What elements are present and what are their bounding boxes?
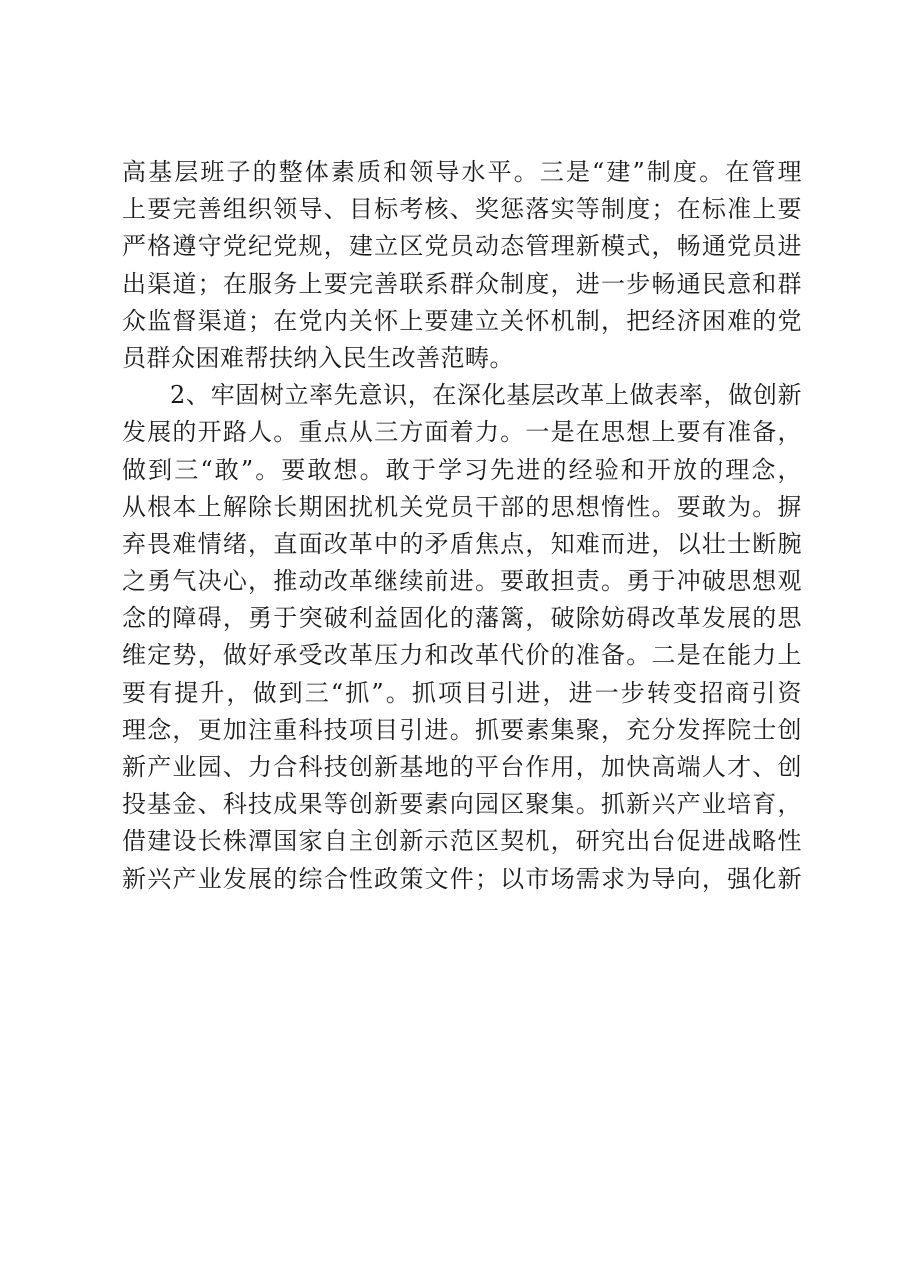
body-text — [122, 154, 802, 898]
text-line: 新兴产业发展的综合性政策文件；以市场需求为导向，强化新 — [122, 864, 802, 893]
text-line: 上要完善组织领导、目标考核、奖惩落实等制度；在标准上要 — [122, 195, 802, 224]
paragraph-start-line: 2、牢固树立率先意识，在深化基层改革上做表率，做创新 — [170, 381, 802, 410]
text-line: 员群众困难帮扶纳入民生改善范畴。 — [122, 343, 514, 372]
text-line: 理念，更加注重科技项目引进。抓要素集聚，充分发挥院士创 — [122, 715, 802, 744]
text-line: 做到三“敢”。要敢想。敢于学习先进的经验和开放的理念， — [122, 455, 802, 484]
text-line: 严格遵守党纪党规，建立区党员动态管理新模式，畅通党员进 — [122, 232, 802, 261]
text-line: 弃畏难情绪，直面改革中的矛盾焦点，知难而进，以壮士断腕 — [122, 529, 802, 558]
text-line: 借建设长株潭国家自主创新示范区契机，研究出台促进战略性 — [122, 827, 802, 856]
text-line: 发展的开路人。重点从三方面着力。一是在思想上要有准备， — [122, 418, 802, 447]
text-line: 念的障碍，勇于突破利益固化的藩篱，破除妨碍改革发展的思 — [122, 604, 802, 633]
text-line: 从根本上解除长期困扰机关党员干部的思想惰性。要敢为。摒 — [122, 492, 802, 521]
text-line: 之勇气决心，推动改革继续前进。要敢担责。勇于冲破思想观 — [122, 567, 802, 596]
text-line: 维定势，做好承受改革压力和改革代价的准备。二是在能力上 — [122, 641, 802, 670]
text-line: 要有提升，做到三“抓”。抓项目引进，进一步转变招商引资 — [122, 678, 802, 707]
text-line: 投基金、科技成果等创新要素向园区聚集。抓新兴产业培育， — [122, 790, 802, 819]
text-line: 新产业园、力合科技创新基地的平台作用，加快高端人才、创 — [122, 753, 802, 781]
text-line: 高基层班子的整体素质和领导水平。三是“建”制度。在管理 — [122, 158, 802, 186]
text-line: 出渠道；在服务上要完善联系群众制度，进一步畅通民意和群 — [122, 269, 802, 298]
text-line: 众监督渠道；在党内关怀上要建立关怀机制，把经济困难的党 — [122, 306, 802, 335]
